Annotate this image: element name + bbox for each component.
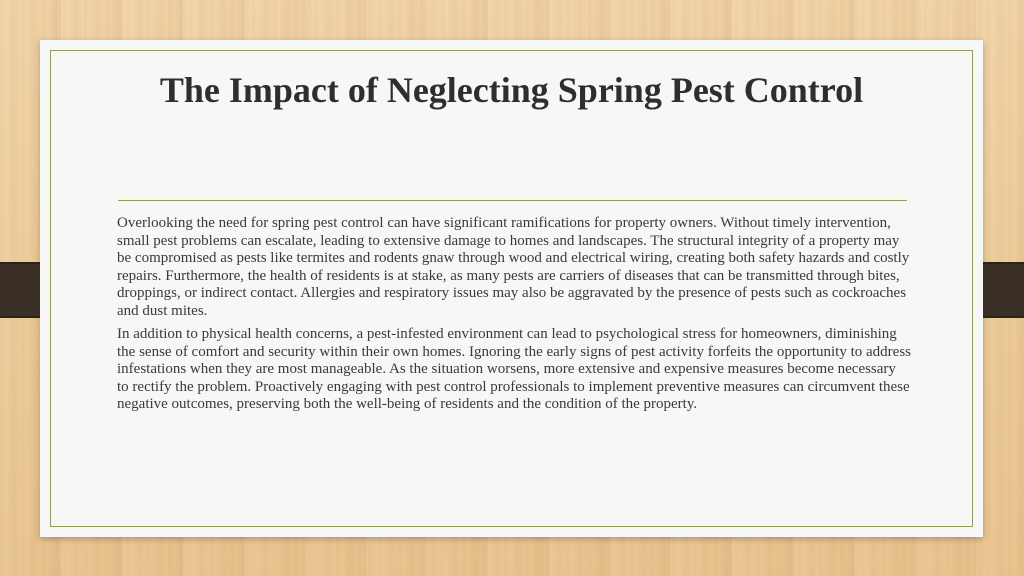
- body-paragraph-1: Overlooking the need for spring pest control can have significant ramifications for property owners. Without timely intervention, small pest problems can escalate, leading to extensive damage to homes and landscapes. The structural integrity of a property may be compromised as pests like termites and rodents gnaw through wood and electrical wiring, creating both safety hazards and costly repairs. Furthermore, the health of residents is at stake, as many pests are carriers of diseases that can be transmitted through bites, droppings, or indirect contact. Allergies and respiratory issues may also be aggravated by the presence of pests such as cockroaches and dust mites.: [117, 215, 910, 319]
- slide-card: [40, 40, 983, 537]
- body-paragraph-2: In addition to physical health concerns, a pest-infested environment can lead to psychological stress for homeowners, diminishing the sense of comfort and security within their own homes. Ignoring the early signs of pest activity forfeits the opportunity to address infestations when they are most manageable. As the situation worsens, more extensive and expensive measures become necessary to rectify the problem. Proactively engaging with pest control professionals to implement preventive measures can circumvent these negative outcomes, preserving both the well-being of residents and the condition of the property.: [117, 326, 911, 412]
- title-divider: [118, 200, 907, 201]
- slide-body: [117, 215, 911, 420]
- slide-title: The Impact of Neglecting Spring Pest Control: [159, 70, 864, 110]
